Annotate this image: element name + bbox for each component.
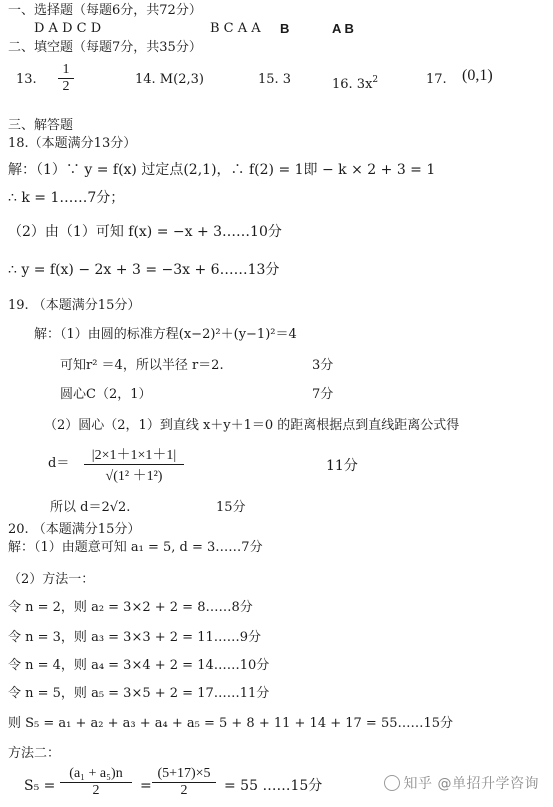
q17-label: 17. xyxy=(426,72,447,87)
section-3-title: 三、解答题 xyxy=(8,118,74,133)
q14-answer: 14. M(2,3) xyxy=(135,72,204,87)
q20-s5-label: S₅ = xyxy=(24,778,56,794)
q18-line3: （2）由（1）可知 f(x) = −x + 3……10分 xyxy=(8,224,282,240)
q20-fraction-2 xyxy=(152,766,216,799)
q15-answer: 15. 3 xyxy=(258,72,292,87)
q20-line5: 令 n = 4，则 a₄ = 3×4 + 2 = 14……10分 xyxy=(8,658,270,673)
q18-line4: ∴ y = f(x) − 2x + 3 = −3x + 6……13分 xyxy=(8,262,280,278)
q20-line6: 令 n = 5，则 a₅ = 3×5 + 2 = 17……11分 xyxy=(8,686,270,701)
q19-line5-score: 15分 xyxy=(216,500,246,515)
q19-line2-score: 3分 xyxy=(312,358,334,373)
q20-line4: 令 n = 3，则 a₃ = 3×3 + 2 = 11……9分 xyxy=(8,630,262,645)
q20-line2: （2）方法一： xyxy=(8,572,95,587)
q20-line7: 则 S₅ = a₁ + a₂ + a₃ + a₄ + a₅ = 5 + 8 + 11 + 14 + 17 = 55……15分 xyxy=(8,716,454,731)
q13-fraction xyxy=(58,62,74,95)
q19-d-label: d＝ xyxy=(48,456,70,471)
watermark xyxy=(384,773,539,793)
q18-line2: ∴ k = 1……7分； xyxy=(8,190,125,206)
q13-denominator: 2 xyxy=(62,79,70,94)
q19-d-numerator: |2×1＋1×1＋1| xyxy=(84,444,184,465)
choice-answers-4: A B xyxy=(332,21,354,36)
q19-line5: 所以 d＝2√2. xyxy=(50,500,131,515)
q20-head: 20. （本题满分15分） xyxy=(8,522,141,537)
zhihu-logo-icon xyxy=(384,775,400,791)
q19-line2: 可知r² ＝4，所以半径 r＝2. xyxy=(60,358,224,373)
q19-d-score: 11分 xyxy=(326,458,358,474)
q20-equals: = xyxy=(140,778,152,794)
q19-line3-score: 7分 xyxy=(312,387,334,402)
q19-head: 19. （本题满分15分） xyxy=(8,298,141,313)
q20-fraction-1 xyxy=(60,766,132,799)
watermark-text: 知乎 @单招升学咨询 xyxy=(403,776,539,792)
q20-f2-denominator: 2 xyxy=(180,783,188,798)
q16-exponent: 2 xyxy=(372,75,379,85)
q20-tail: = 55 ……15分 xyxy=(224,778,323,794)
q13-numerator: 1 xyxy=(58,62,74,79)
choice-answers-1: D A D C D xyxy=(34,21,102,36)
q16-base: 16. 3x xyxy=(332,77,373,92)
q20-line1: 解：（1）由题意可知 a₁ = 5, d = 3……7分 xyxy=(8,540,263,555)
q19-line3: 圆心C（2，1） xyxy=(60,387,152,402)
q17-answer: (0,1) xyxy=(462,67,493,84)
q13-label: 13. xyxy=(16,72,37,87)
choice-answers-3: B xyxy=(280,21,290,36)
q19-distance-fraction xyxy=(84,444,184,485)
q18-head: 18.（本题满分13分） xyxy=(8,136,137,151)
q20-f1-denominator: 2 xyxy=(92,783,100,798)
q19-d-denominator: √(1² ＋1²) xyxy=(105,469,163,484)
q19-line1: 解：（1）由圆的标准方程(x−2)²＋(y−1)²＝4 xyxy=(34,327,297,342)
q20-line8: 方法二： xyxy=(8,746,61,761)
section-2-title: 二、填空题（每题7分，共35分） xyxy=(8,40,202,55)
q19-line4: （2）圆心（2，1）到直线 x＋y＋1＝0 的距离根据点到直线距离公式得 xyxy=(44,418,460,433)
q20-f1-numerator: (a₁ + a₅)n xyxy=(60,766,132,783)
q18-line1: 解：（1）∵ y = f(x) 过定点(2,1)，∴ f(2) = 1即 − k × 2 + 3 = 1 xyxy=(8,162,436,178)
section-1-title: 一、选择题（每题6分，共72分） xyxy=(8,3,202,18)
q20-line3: 令 n = 2，则 a₂ = 3×2 + 2 = 8……8分 xyxy=(8,600,253,615)
choice-answers-2: B C A A xyxy=(210,21,261,36)
q20-f2-numerator: (5+17)×5 xyxy=(152,766,216,783)
q16-answer xyxy=(332,72,378,93)
